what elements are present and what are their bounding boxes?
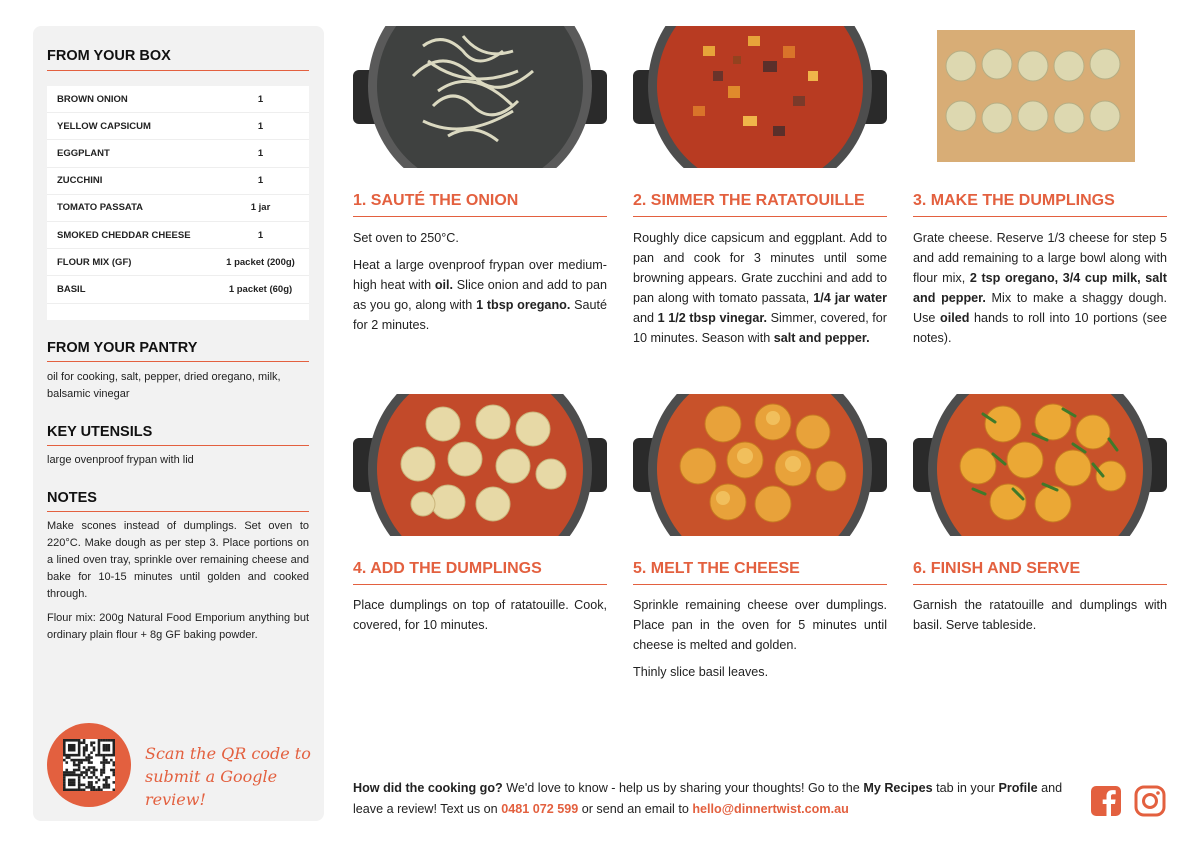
instruction-highlight: 1 1/2 tbsp vinegar. — [657, 311, 768, 325]
ingredient-name: TOMATO PASSATA — [57, 202, 144, 214]
email-link[interactable]: hello@dinnertwist.com.au — [692, 802, 849, 816]
ingredient-qty: 1 packet (200g) — [226, 256, 295, 268]
instruction-text: hands to roll into 10 portions (see notes). — [913, 311, 1168, 345]
instruction-text: Garnish the ratatouille and dumplings with basil. Serve tableside. — [913, 598, 1167, 632]
footer-text: or send an email to — [578, 802, 693, 816]
finished-dish-photo — [913, 394, 1167, 536]
ingredient-table — [47, 86, 309, 320]
instruction-paragraph — [353, 255, 607, 335]
ingredient-qty: 1 — [257, 93, 264, 105]
ingredient-qty: 1 — [257, 175, 264, 187]
ingredient-qty: 1 jar — [250, 202, 271, 214]
ingredient-name: ZUCCHINI — [57, 175, 103, 187]
ingredient-qty: 1 — [257, 147, 264, 159]
divider — [913, 584, 1167, 585]
utensils-title: KEY UTENSILS — [47, 424, 153, 440]
step-title: 2. SIMMER THE RATATOUILLE — [633, 192, 865, 209]
ratatouille-pan-photo — [633, 26, 887, 168]
review-footer — [353, 778, 1073, 820]
step-instructions — [633, 228, 887, 355]
ingredient-row — [47, 222, 309, 249]
ingredient-name: EGGPLANT — [57, 147, 110, 159]
instruction-paragraph — [353, 595, 607, 635]
instruction-highlight: 2 tsp oregano, 3/4 cup milk, salt and pepper. — [913, 271, 1167, 305]
instruction-text: Place dumplings on top of ratatouille. Cook, covered, for 10 minutes. — [353, 598, 607, 632]
footer-text: We'd love to know - help us by sharing your thoughts! Go to the — [502, 781, 864, 795]
from-your-box-title: FROM YOUR BOX — [47, 48, 171, 64]
step-instructions — [913, 228, 1167, 355]
footer-question: How did the cooking go? — [353, 781, 503, 795]
divider — [353, 584, 607, 585]
step-title: 4. ADD THE DUMPLINGS — [353, 560, 542, 577]
instruction-highlight: oil. — [434, 278, 454, 292]
ingredient-qty: 1 packet (60g) — [228, 283, 293, 295]
utensils-text: large ovenproof frypan with lid — [47, 454, 194, 466]
step-instructions — [913, 595, 1167, 642]
step-instructions — [353, 595, 607, 642]
pantry-text: oil for cooking, salt, pepper, dried oregano, milk, balsamic vinegar — [47, 371, 281, 400]
ingredient-row — [47, 276, 309, 303]
sidebar — [33, 26, 324, 821]
ingredient-row — [47, 113, 309, 140]
divider — [47, 361, 309, 362]
divider — [353, 216, 607, 217]
instruction-text: Simmer, covered, for 10 minutes. Season with — [633, 311, 887, 345]
notes-text — [47, 518, 309, 651]
instruction-text: Slice onion and add to pan as you go, along with — [353, 278, 607, 312]
divider — [47, 445, 309, 446]
ingredient-name: BASIL — [57, 283, 86, 295]
step-title: 1. SAUTÉ THE ONION — [353, 192, 519, 209]
profile-link[interactable]: Profile — [998, 781, 1038, 795]
qr-caption — [145, 742, 315, 811]
ingredient-name: SMOKED CHEDDAR CHEESE — [57, 229, 191, 241]
footer-text: and leave a review! Text us on — [353, 781, 1063, 816]
phone-link[interactable]: 0481 072 599 — [501, 802, 579, 816]
instruction-paragraph — [633, 228, 887, 348]
step-instructions — [353, 228, 607, 342]
instruction-text: Set oven to 250°C. — [353, 231, 459, 245]
instruction-highlight: oiled — [940, 311, 970, 325]
qr-caption-line: Scan the QR code to — [145, 744, 311, 763]
pantry-title: FROM YOUR PANTRY — [47, 340, 198, 356]
divider — [633, 216, 887, 217]
step-title: 6. FINISH AND SERVE — [913, 560, 1081, 577]
ingredient-row — [47, 168, 309, 195]
ingredient-row — [47, 86, 309, 113]
instruction-paragraph — [633, 662, 887, 682]
my-recipes-link[interactable]: My Recipes — [863, 781, 933, 795]
note-paragraph: Make scones instead of dumplings. Set oven to 220°C. Make dough as per step 3. Place portions on a lined oven tray, sprinkle over remaining cheese and bake for 10-15 minutes until golden and cooked through. — [47, 520, 309, 600]
divider — [47, 511, 309, 512]
instagram-icon[interactable] — [1134, 785, 1166, 817]
ingredient-qty: 1 — [257, 120, 264, 132]
divider — [47, 70, 309, 71]
qr-code[interactable] — [63, 739, 115, 791]
step-title: 3. MAKE THE DUMPLINGS — [913, 192, 1115, 209]
step-title: 5. MELT THE CHEESE — [633, 560, 800, 577]
instruction-text: Roughly dice capsicum and eggplant. Add to pan and cook for 3 minutes until some browning appears. Grate zucchini and add to pan along with tomato passata, — [633, 231, 887, 305]
instruction-text: Heat a large ovenproof frypan over medium-high heat with — [353, 258, 607, 292]
instruction-paragraph — [913, 228, 1167, 348]
ingredient-qty: 1 — [257, 229, 264, 241]
onion-pan-photo — [353, 26, 607, 168]
instruction-text: Mix to make a shaggy dough. Use — [913, 291, 1167, 325]
step-instructions — [633, 595, 887, 689]
instruction-highlight: 1 tbsp oregano. — [476, 298, 571, 312]
ingredient-row — [47, 249, 309, 276]
notes-title: NOTES — [47, 490, 97, 506]
dumpling-board-photo — [913, 26, 1167, 168]
divider — [913, 216, 1167, 217]
qr-caption-line: submit a Google review! — [145, 767, 278, 809]
instruction-paragraph — [913, 595, 1167, 635]
facebook-icon[interactable] — [1090, 785, 1122, 817]
dumplings-in-pan-photo — [353, 394, 607, 536]
ingredient-row — [47, 140, 309, 167]
instruction-highlight: salt and pepper. — [773, 331, 870, 345]
instruction-text: and — [633, 311, 658, 325]
instruction-text: Sprinkle remaining cheese over dumplings. Place pan in the oven for 5 minutes until cheese is melted and golden. — [633, 598, 887, 652]
note-paragraph: Flour mix: 200g Natural Food Emporium anything but ordinary plain flour + 8g GF baking powder. — [47, 612, 309, 641]
instruction-highlight: 1/4 jar water — [813, 291, 888, 305]
divider — [633, 584, 887, 585]
ingredient-row — [47, 195, 309, 222]
ingredient-name: BROWN ONION — [57, 93, 128, 105]
instruction-text: Sauté for 2 minutes. — [353, 298, 607, 332]
ingredient-name: YELLOW CAPSICUM — [57, 120, 151, 132]
melted-cheese-pan-photo — [633, 394, 887, 536]
footer-text: tab in your — [932, 781, 999, 795]
instruction-text: Thinly slice basil leaves. — [633, 665, 769, 679]
instruction-paragraph — [353, 228, 607, 248]
instruction-text: Grate cheese. Reserve 1/3 cheese for step 5 and add remaining to a large bowl along with flour mix, — [913, 231, 1167, 285]
qr-badge — [47, 723, 131, 807]
instruction-paragraph — [633, 595, 887, 655]
ingredient-name: FLOUR MIX (GF) — [57, 256, 132, 268]
